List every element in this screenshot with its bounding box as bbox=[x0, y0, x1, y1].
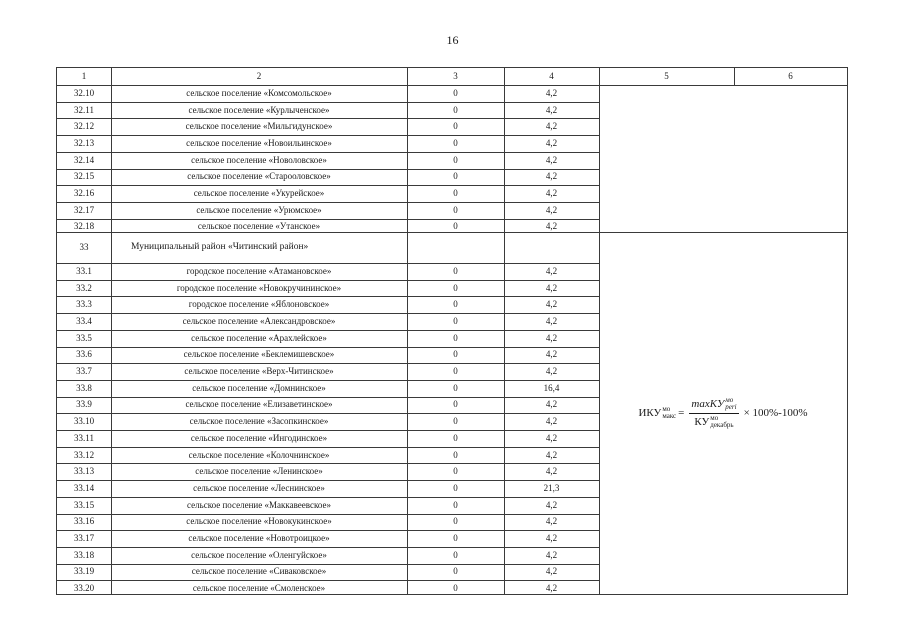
row-rule bbox=[57, 514, 599, 515]
row-rule bbox=[57, 219, 599, 220]
row-cell-num: 32.11 bbox=[74, 104, 94, 115]
row-cell-name: сельское поселение «Сиваковское» bbox=[191, 566, 327, 577]
row-cell-name: сельское поселение «Смоленское» bbox=[192, 583, 326, 594]
row-cell-c4: 4,2 bbox=[545, 349, 558, 360]
row-cell-c4: 4,2 bbox=[545, 171, 558, 182]
row-cell-c4: 4,2 bbox=[545, 583, 558, 594]
formula-numerator: maxКУ мо peri bbox=[689, 397, 738, 414]
formula-tail: × 100%-100% bbox=[743, 407, 808, 419]
formula-lhs-sup: мо bbox=[662, 404, 671, 413]
row-rule bbox=[57, 397, 599, 398]
column-rule bbox=[504, 68, 505, 594]
row-cell-c3: 0 bbox=[453, 137, 458, 148]
row-rule bbox=[57, 330, 599, 331]
row-cell-num: 33.8 bbox=[76, 382, 92, 393]
row-cell-c4: 4,2 bbox=[545, 332, 558, 343]
column-rule bbox=[407, 68, 408, 594]
row-cell-name: городское поселение «Новокручининское» bbox=[176, 282, 342, 293]
row-cell-num: 33.14 bbox=[73, 482, 95, 493]
row-cell-num: 33.5 bbox=[76, 332, 92, 343]
row-cell-c4: 4,2 bbox=[545, 449, 558, 460]
row-rule bbox=[57, 185, 599, 186]
row-cell-num: 33.2 bbox=[76, 282, 92, 293]
row-cell-name: сельское поселение «Засопкинское» bbox=[189, 416, 329, 427]
row-rule bbox=[57, 530, 599, 531]
row-cell-num: 33.3 bbox=[76, 299, 92, 310]
row-cell-c4: 4,2 bbox=[545, 366, 558, 377]
row-cell-c3: 0 bbox=[453, 499, 458, 510]
row-rule bbox=[57, 480, 599, 481]
row-cell-c3: 0 bbox=[453, 315, 458, 326]
municipality-number: 33 bbox=[79, 242, 89, 252]
row-cell-name: сельское поселение «Мильгидунское» bbox=[185, 121, 333, 132]
formula-fraction bbox=[689, 397, 738, 429]
row-cell-name: сельское поселение «Новоловское» bbox=[191, 154, 327, 165]
row-cell-c4: 4,2 bbox=[545, 204, 558, 215]
row-cell-name: городское поселение «Атамановское» bbox=[186, 265, 332, 276]
row-cell-c3: 0 bbox=[453, 204, 458, 215]
row-cell-name: сельское поселение «Курлыченское» bbox=[188, 104, 330, 115]
row-cell-c3: 0 bbox=[453, 299, 458, 310]
row-cell-name: сельское поселение «Маккавеевское» bbox=[187, 499, 331, 510]
row-cell-c4: 4,2 bbox=[545, 299, 558, 310]
row-cell-c4: 4,2 bbox=[545, 87, 558, 98]
row-cell-name: городское поселение «Яблоновское» bbox=[188, 299, 330, 310]
row-cell-num: 33.16 bbox=[73, 516, 95, 527]
row-cell-name: сельское поселение «Верх-Читинское» bbox=[184, 366, 334, 377]
row-cell-c4: 4,2 bbox=[545, 499, 558, 510]
row-cell-c3: 0 bbox=[453, 171, 458, 182]
formula-den-sub: декабрь bbox=[710, 420, 734, 429]
row-rule bbox=[57, 135, 599, 136]
row-cell-num: 33.15 bbox=[73, 499, 95, 510]
row-cell-name: сельское поселение «Домнинское» bbox=[192, 382, 326, 393]
header-col-6: 6 bbox=[788, 71, 793, 81]
row-cell-c4: 4,2 bbox=[545, 533, 558, 544]
row-cell-num: 33.17 bbox=[73, 533, 95, 544]
formula-num-sup: мо bbox=[725, 395, 734, 404]
header-col-2: 2 bbox=[256, 71, 262, 81]
row-cell-c4: 21,3 bbox=[543, 482, 560, 493]
row-cell-c4: 4,2 bbox=[545, 137, 558, 148]
row-cell-name: сельское поселение «Леснинское» bbox=[193, 482, 325, 493]
row-cell-num: 33.12 bbox=[73, 449, 95, 460]
row-cell-c3: 0 bbox=[453, 482, 458, 493]
tariff-table bbox=[56, 67, 848, 595]
row-cell-c4: 4,2 bbox=[545, 265, 558, 276]
row-cell-num: 32.16 bbox=[73, 188, 95, 199]
row-cell-name: сельское поселение «Арахлейское» bbox=[191, 332, 327, 343]
row-cell-num: 32.12 bbox=[73, 121, 95, 132]
row-cell-c4: 4,2 bbox=[545, 121, 558, 132]
formula bbox=[638, 397, 807, 429]
row-rule bbox=[57, 202, 599, 203]
row-rule bbox=[57, 118, 599, 119]
row-cell-c4: 4,2 bbox=[545, 282, 558, 293]
row-cell-c3: 0 bbox=[453, 265, 458, 276]
row-cell-c3: 0 bbox=[453, 332, 458, 343]
row-cell-c3: 0 bbox=[453, 154, 458, 165]
row-rule bbox=[57, 363, 599, 364]
row-cell-c4: 4,2 bbox=[545, 154, 558, 165]
row-cell-name: сельское поселение «Елизаветинское» bbox=[185, 399, 333, 410]
row-cell-name: сельское поселение «Ингодинское» bbox=[190, 432, 328, 443]
row-cell-num: 32.17 bbox=[73, 204, 95, 215]
row-cell-c3: 0 bbox=[453, 282, 458, 293]
formula-lhs: ИКУ мо макс bbox=[638, 404, 677, 420]
row-cell-name: сельское поселение «Колочнинское» bbox=[188, 449, 330, 460]
row-rule bbox=[57, 263, 599, 264]
row-cell-c3: 0 bbox=[453, 382, 458, 393]
row-cell-num: 33.19 bbox=[73, 566, 95, 577]
row-cell-name: сельское поселение «Новоильинское» bbox=[186, 137, 332, 148]
row-rule bbox=[57, 152, 599, 153]
row-cell-name: сельское поселение «Комсомольское» bbox=[186, 87, 332, 98]
row-cell-c4: 4,2 bbox=[545, 221, 558, 232]
row-rule bbox=[57, 102, 599, 103]
row-cell-c4: 4,2 bbox=[545, 416, 558, 427]
row-cell-c4: 4,2 bbox=[545, 432, 558, 443]
row-cell-c4: 4,2 bbox=[545, 315, 558, 326]
formula-denominator: КУ мо декабрь bbox=[694, 413, 734, 429]
row-cell-num: 32.13 bbox=[73, 137, 95, 148]
row-cell-num: 33.18 bbox=[73, 549, 95, 560]
row-cell-c3: 0 bbox=[453, 349, 458, 360]
formula-equals: = bbox=[678, 407, 685, 419]
row-cell-c3: 0 bbox=[453, 533, 458, 544]
row-cell-c3: 0 bbox=[453, 188, 458, 199]
row-rule bbox=[57, 280, 599, 281]
row-rule bbox=[57, 347, 599, 348]
header-col-1: 1 bbox=[81, 71, 87, 81]
row-cell-num: 33.4 bbox=[76, 315, 92, 326]
row-cell-num: 33.9 bbox=[76, 399, 92, 410]
row-cell-c3: 0 bbox=[453, 432, 458, 443]
row-rule bbox=[57, 580, 599, 581]
column-rule bbox=[111, 68, 112, 594]
row-cell-c3: 0 bbox=[453, 121, 458, 132]
row-cell-c4: 4,2 bbox=[545, 566, 558, 577]
row-cell-c4: 4,2 bbox=[545, 549, 558, 560]
row-cell-c3: 0 bbox=[453, 583, 458, 594]
page-number: 16 bbox=[446, 33, 459, 47]
row-cell-num: 33.6 bbox=[76, 349, 92, 360]
row-cell-num: 33.20 bbox=[73, 583, 95, 594]
row-cell-name: сельское поселение «Оленгуйское» bbox=[191, 549, 327, 560]
row-rule bbox=[57, 232, 847, 233]
row-cell-name: сельское поселение «Ленинское» bbox=[195, 466, 323, 477]
row-cell-name: сельское поселение «Урюмское» bbox=[196, 204, 322, 215]
row-cell-c3: 0 bbox=[453, 87, 458, 98]
row-cell-c4: 16,4 bbox=[543, 382, 560, 393]
formula-lhs-sub: макс bbox=[662, 412, 677, 420]
row-cell-c3: 0 bbox=[453, 366, 458, 377]
row-cell-num: 33.13 bbox=[73, 466, 95, 477]
row-cell-num: 32.14 bbox=[73, 154, 95, 165]
municipality-name: Муниципальный район «Читинский район» bbox=[131, 241, 309, 252]
row-cell-name: сельское поселение «Александровское» bbox=[182, 315, 336, 326]
row-cell-c3: 0 bbox=[453, 516, 458, 527]
row-cell-num: 33.10 bbox=[73, 416, 95, 427]
row-cell-num: 32.15 bbox=[73, 171, 95, 182]
row-cell-num: 32.10 bbox=[73, 87, 95, 98]
row-rule bbox=[57, 497, 599, 498]
row-cell-c4: 4,2 bbox=[545, 399, 558, 410]
row-rule bbox=[57, 85, 847, 86]
row-cell-num: 32.18 bbox=[73, 221, 95, 232]
row-rule bbox=[57, 564, 599, 565]
row-cell-c3: 0 bbox=[453, 416, 458, 427]
row-cell-c4: 4,2 bbox=[545, 466, 558, 477]
formula-num-sub: peri bbox=[725, 403, 737, 412]
row-rule bbox=[57, 296, 599, 297]
header-col-4: 4 bbox=[549, 71, 554, 81]
row-cell-name: сельское поселение «Беклемишевское» bbox=[183, 349, 335, 360]
row-cell-c3: 0 bbox=[453, 449, 458, 460]
row-cell-num: 33.7 bbox=[76, 366, 92, 377]
row-cell-name: сельское поселение «Новокукинское» bbox=[186, 516, 332, 527]
header-col-5: 5 bbox=[664, 71, 669, 81]
row-rule bbox=[57, 430, 599, 431]
row-cell-c4: 4,2 bbox=[545, 104, 558, 115]
column-rule bbox=[734, 68, 735, 85]
row-cell-name: сельское поселение «Утанское» bbox=[197, 221, 321, 232]
row-cell-num: 33.11 bbox=[74, 432, 94, 443]
header-col-3: 3 bbox=[453, 71, 458, 81]
row-cell-name: сельское поселение «Старооловское» bbox=[187, 171, 331, 182]
row-cell-name: сельское поселение «Новотроицкое» bbox=[188, 533, 330, 544]
formula-cell bbox=[599, 232, 847, 594]
row-cell-c3: 0 bbox=[453, 104, 458, 115]
row-cell-c3: 0 bbox=[453, 566, 458, 577]
row-rule bbox=[57, 413, 599, 414]
row-rule bbox=[57, 547, 599, 548]
row-rule bbox=[57, 313, 599, 314]
row-cell-c3: 0 bbox=[453, 399, 458, 410]
row-rule bbox=[57, 380, 599, 381]
row-cell-c3: 0 bbox=[453, 221, 458, 232]
row-rule bbox=[57, 169, 599, 170]
row-rule bbox=[57, 463, 599, 464]
row-rule bbox=[57, 447, 599, 448]
column-rule bbox=[599, 68, 600, 594]
row-cell-name: сельское поселение «Укурейское» bbox=[193, 188, 325, 199]
row-cell-c4: 4,2 bbox=[545, 516, 558, 527]
formula-den-sup: мо bbox=[710, 413, 719, 422]
row-cell-c3: 0 bbox=[453, 549, 458, 560]
row-cell-num: 33.1 bbox=[76, 265, 92, 276]
row-cell-c4: 4,2 bbox=[545, 188, 558, 199]
row-cell-c3: 0 bbox=[453, 466, 458, 477]
